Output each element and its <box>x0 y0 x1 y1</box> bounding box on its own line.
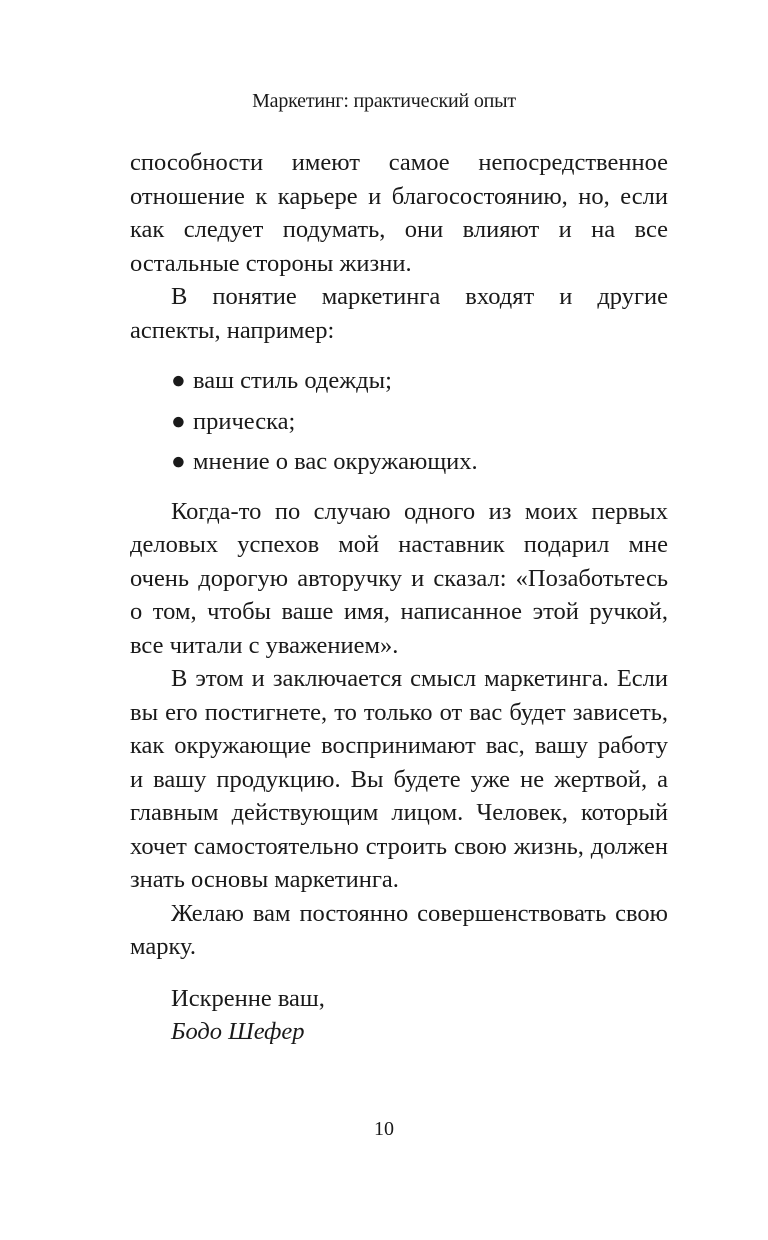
bullet-icon: ● <box>171 367 186 394</box>
page-body <box>130 146 668 1049</box>
list-item <box>130 364 668 398</box>
paragraph-continuation: способности имеют самое непосредственное отношение к карьере и благосостоянию, но, если как следует подумать, они влияют и на все остальные стороны жизни. <box>130 149 668 277</box>
list-item <box>130 405 668 439</box>
paragraph-mentor-story: Когда-то по случаю одного из моих первых деловых успехов мой наставник подарил мне очень дорогую авторучку и сказал: «Позаботьтесь о том, чтобы ваше имя, написанное этой ручкой, все читали с уважением». <box>130 497 668 659</box>
running-title: Маркетинг: практический опыт <box>252 90 516 112</box>
list-item-text: ваш стиль одежды; <box>193 367 392 394</box>
list-item-text: прическа; <box>193 407 296 435</box>
paragraph-wish: Желаю вам постоянно совершенствовать свою марку. <box>130 899 668 960</box>
signature: Бодо Шефер <box>171 1018 305 1045</box>
closing-line: Искренне ваш, <box>171 984 325 1012</box>
list-item-text: мнение о вас окружающих. <box>193 448 478 475</box>
paragraph-marketing-aspects: В понятие маркетинга входят и другие аспекты, например: <box>130 283 668 344</box>
aspects-list <box>130 364 668 479</box>
page-number: 10 <box>374 1118 394 1140</box>
bullet-icon: ● <box>171 407 186 435</box>
bullet-icon: ● <box>171 448 186 475</box>
list-item <box>130 445 668 479</box>
paragraph-marketing-meaning: В этом и заключается смысл маркетинга. Если вы его постигнете, то только от вас будет зависеть, как окружающие воспринимают вас, вашу работу и вашу продукцию. Вы будете уже не жертвой, а главным действующим лицом. Человек, который хочет самостоятельно строить свою жизнь, должен знать основы маркетинга. <box>130 665 668 893</box>
signoff <box>171 982 668 1049</box>
